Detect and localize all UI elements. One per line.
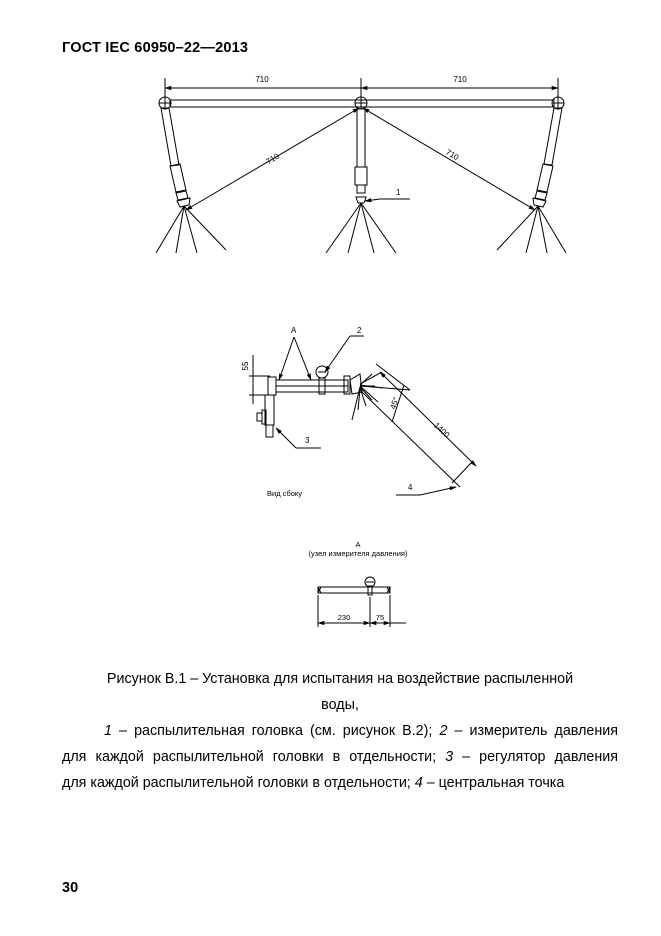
side-view-label: Вид сбоку bbox=[267, 489, 302, 498]
label-4: 4 bbox=[408, 483, 413, 492]
dim-45: 45° bbox=[388, 396, 401, 411]
dim-diag-right: 710 bbox=[444, 147, 461, 163]
legend-line-1 bbox=[104, 723, 618, 739]
figure-caption-title bbox=[62, 666, 618, 718]
detail-a-subtitle: (узел измерителя давления) bbox=[308, 549, 408, 558]
dim-230: 230 bbox=[337, 613, 351, 622]
dim-diag-left: 710 bbox=[264, 151, 281, 167]
dim-75: 75 bbox=[375, 613, 385, 622]
callout-1: 1 bbox=[396, 188, 401, 197]
dim-1400: 1400 bbox=[432, 420, 452, 440]
label-2: 2 bbox=[357, 326, 362, 335]
legend-num-2: 2 bbox=[439, 723, 448, 739]
page-number: 30 bbox=[62, 880, 79, 896]
figure-caption-legend bbox=[62, 718, 618, 796]
caption-line-1: Рисунок В.1 – Установка для испытания на воздействие распыленной bbox=[106, 671, 574, 687]
legend-text-3b: для каждой распылительной головки в отдельности; bbox=[62, 775, 415, 791]
legend-text-1: – распылительная головка (см. рисунок В.2); bbox=[111, 723, 440, 739]
dim-55: 55 bbox=[241, 361, 250, 371]
label-3: 3 bbox=[305, 436, 310, 445]
document-header: ГОСТ IEC 60950–22—2013 bbox=[62, 40, 249, 56]
legend-text-2: – измеритель давления bbox=[447, 723, 618, 739]
legend-num-1: 1 bbox=[104, 723, 112, 739]
legend-line-3 bbox=[62, 775, 564, 791]
side-view-assembly bbox=[241, 326, 476, 498]
legend-num-4: 4 bbox=[414, 775, 423, 791]
detail-a-title: A bbox=[355, 540, 361, 549]
legend-text-2b: для каждой распылительной головки в отдельности; bbox=[62, 749, 446, 765]
dim-top-right: 710 bbox=[453, 75, 467, 84]
caption-line-2: воды, bbox=[321, 697, 359, 713]
detail-a bbox=[309, 540, 408, 627]
label-a: A bbox=[291, 326, 297, 335]
legend-text-4: – центральная точка bbox=[422, 775, 565, 791]
dim-top-left: 710 bbox=[255, 75, 269, 84]
legend-text-3: – регулятор давления bbox=[453, 749, 618, 765]
legend-line-2 bbox=[62, 749, 618, 765]
legend-num-3: 3 bbox=[445, 749, 454, 765]
top-view-assembly bbox=[156, 75, 566, 253]
